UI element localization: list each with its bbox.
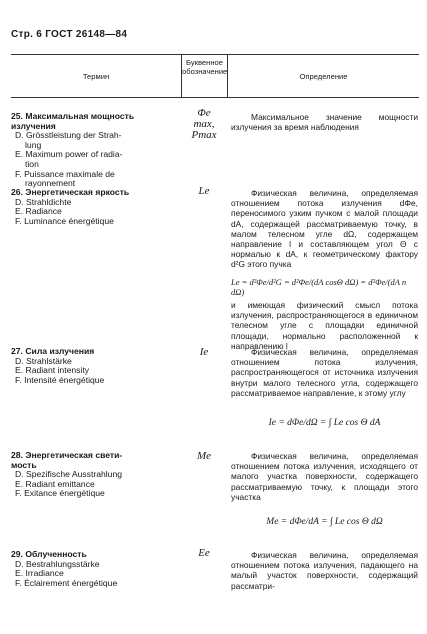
formula-26: Le = d²Φe/d²G = d²Φe/(dA cosΘ dΩ) = d²Φe/(dA n dΩ) (231, 277, 407, 298)
definition-27: Физическая величина, определяемая отношением потока излучения, распространяющегося от источника излучения внутри малого телесного угла, содержащего рассматриваемое направление, к этому углу (231, 347, 418, 398)
term-en: E. Irradiance (15, 568, 64, 579)
symbol-26: Le (198, 185, 210, 197)
term-fr: F. Éclairement énergétique (15, 577, 118, 588)
term-entry-29 (11, 550, 179, 588)
definition-28: Физическая величина, определяемая отношением потока излучения, исходящего от малого участка поверхности, содержащего рассматриваемую точку, к площади этого участка (231, 451, 418, 502)
definition-25: Максимальное значение мощности излучения за время наблюдения (231, 112, 418, 133)
header-symbol: Буквенное обозначение (182, 58, 228, 76)
term-fr: F. Puissance maximale de (15, 168, 115, 179)
definition-26-tail: и имеющая физический смысл потока излучения, распространяющегося в единичном телесном угле с площадки единичной площади, нормально расположенной к направлению l (231, 300, 418, 351)
term-en: E. Radiance (15, 206, 62, 217)
term-title: 25. Максимальная мощность (11, 111, 135, 121)
definition-29: Физическая величина, определяемая отношением потока излучения, падающего на малый участок поверхности, содержащий рассматри- (231, 550, 418, 591)
term-fr: F. Luminance énergétique (15, 215, 114, 226)
term-de: D. Strahldichte (15, 196, 72, 207)
definition-26: Физическая величина, определяемая отношением потока излучения dΦe, переносимого узким пучком с малой площади dA, содержащей рассматриваемую точку, в малом телесном угле dΩ, содержащем направление l и составляющем угол Θ с нормалью к dA, к геометрическому фактору d²G этого пучка (231, 188, 418, 270)
term-entry-25 (11, 112, 179, 189)
table-top-rule (11, 54, 419, 55)
term-title: 28. Энергетическая свети- (11, 450, 123, 460)
symbol-text: Φe max, Pmax (191, 107, 217, 141)
term-title: 27. Сила излучения (11, 346, 95, 356)
term-en-cont: tion (25, 158, 39, 169)
term-title: 29. Облученность (11, 549, 87, 559)
term-de: D. Spezifische Ausstrahlung (15, 469, 123, 480)
term-de-cont: lung (25, 139, 42, 150)
term-de: D. Strahlstärke (15, 355, 72, 366)
symbol-25 (186, 108, 222, 141)
term-fr-cont: rayonnement (25, 178, 76, 189)
term-en: E. Maximum power of radia- (15, 149, 123, 160)
term-fr: F. Exitance énergétique (15, 488, 105, 499)
term-de: D. Bestrahlungsstärke (15, 558, 100, 569)
term-de: D. Grösstleistung der Strah- (15, 130, 122, 141)
term-entry-27 (11, 347, 179, 385)
term-title: 26. Энергетическая яркость (11, 187, 130, 197)
term-fr: F. Intensité énergétique (15, 374, 105, 385)
term-en: E. Radiant emittance (15, 478, 95, 489)
symbol-28: Me (196, 450, 212, 462)
term-en: E. Radiant intensity (15, 365, 90, 376)
header-definition: Определение (299, 72, 348, 81)
symbol-29: Ee (198, 547, 210, 559)
table-header-bottom-rule (11, 97, 419, 98)
term-entry-28 (11, 451, 179, 499)
symbol-27: Ie (199, 346, 209, 358)
page-header: Стр. 6 ГОСТ 26148—84 (11, 29, 128, 40)
term-title-cont: мость (11, 459, 37, 470)
term-title-cont: излучения (11, 120, 56, 131)
header-term: Термин (82, 72, 110, 81)
term-entry-26 (11, 188, 179, 226)
formula-28: Me = dΦe/dA = ∫ Le cos Θ dΩ (266, 517, 383, 527)
formula-27: Ie = dΦe/dΩ = ∫ Le cos Θ dA (268, 418, 381, 428)
